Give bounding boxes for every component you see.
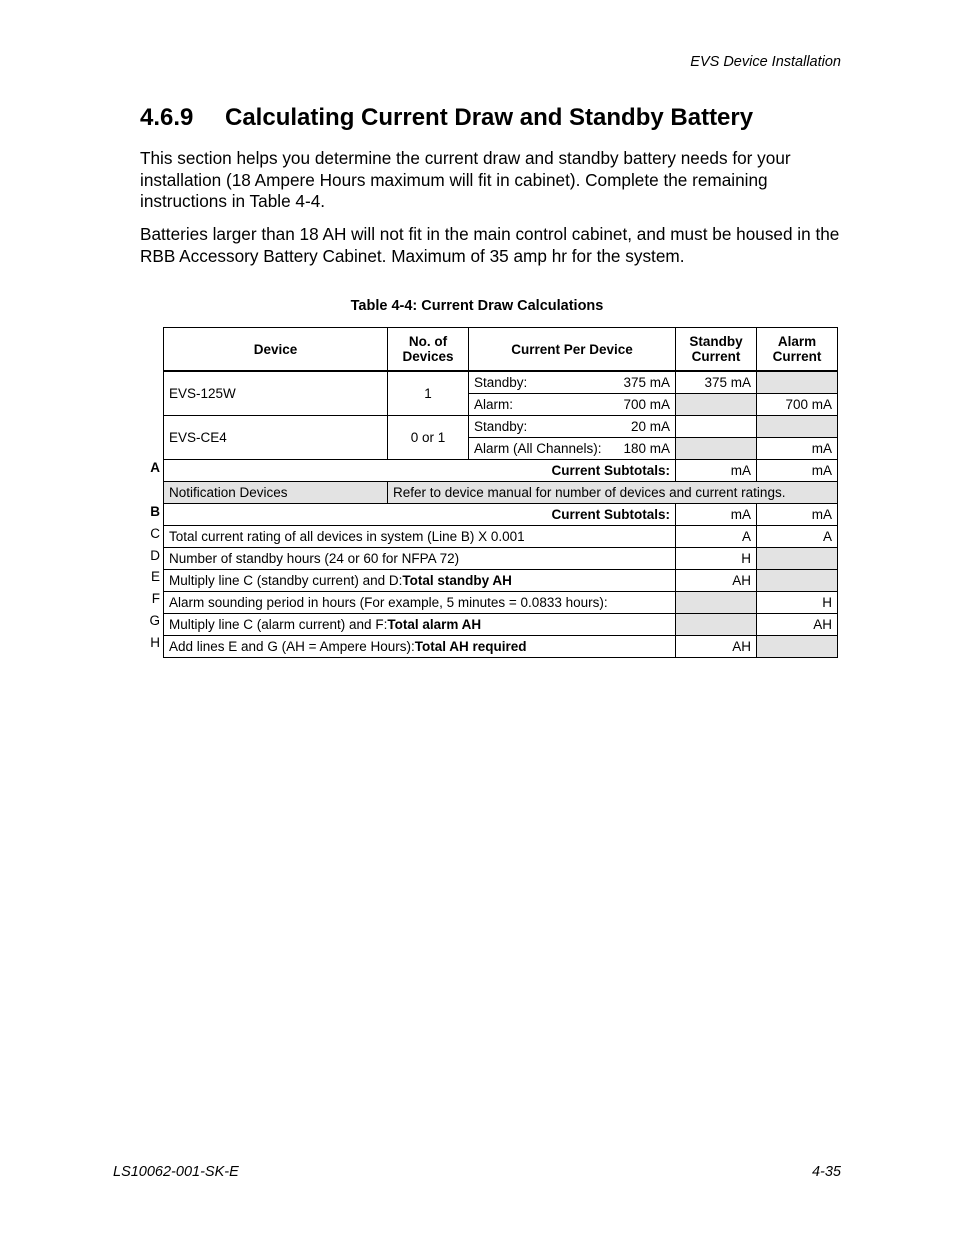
alarm-label: Alarm: <box>474 397 514 412</box>
row-label-a: A <box>150 460 160 475</box>
row-label-g: G <box>149 613 160 628</box>
calc-row-h <box>164 636 838 658</box>
calc-description: Alarm sounding period in hours (For example, 5 minutes = 0.0833 hours): <box>164 592 676 614</box>
header-current-per-device: Current Per Device <box>469 328 676 372</box>
row-label-d: D <box>150 548 160 563</box>
alarm-value: 180 mA <box>623 441 670 456</box>
subtotal-alarm[interactable]: mA <box>757 504 838 526</box>
section-title: Calculating Current Draw and Standby Battery <box>225 104 754 131</box>
section-number: 4.6.9 <box>140 104 194 131</box>
row-label-e: E <box>150 569 160 584</box>
calc-alarm-shaded <box>757 636 838 658</box>
subtotal-standby[interactable]: mA <box>676 460 757 482</box>
notification-row <box>164 482 838 504</box>
alarm-value: 700 mA <box>623 397 670 412</box>
calc-standby[interactable]: H <box>676 548 757 570</box>
row-label-h: H <box>150 635 160 650</box>
notification-device: Notification Devices <box>164 482 388 504</box>
table-header-row <box>164 328 838 372</box>
standby-current-cell-shaded <box>676 438 757 460</box>
calc-result-label: Total standby AH <box>402 573 512 588</box>
calc-text: Multiply line C (alarm current) and F: <box>169 617 388 632</box>
subtotal-row-a <box>164 460 838 482</box>
calc-row-g <box>164 614 838 636</box>
battery-paragraph: Batteries larger than 18 AH will not fit in the main control cabinet, and must be housed in the RBB Accessory Battery Cabinet. Maximum of 35 amp hr for the system. <box>140 224 840 266</box>
device-name: EVS-125W <box>164 371 388 416</box>
alarm-current-cell-shaded <box>757 371 838 394</box>
section-heading <box>140 104 753 132</box>
subtotal-label: Current Subtotals: <box>164 460 676 482</box>
footer-page-number: 4-35 <box>811 1164 841 1180</box>
calc-alarm-shaded <box>757 570 838 592</box>
calc-description <box>164 636 676 658</box>
row-labels <box>140 0 162 1235</box>
table-row <box>164 416 838 438</box>
calc-standby-shaded <box>676 614 757 636</box>
standby-current-cell[interactable]: 375 mA <box>676 371 757 394</box>
calc-row-c <box>164 526 838 548</box>
calc-text: Add lines E and G (AH = Ampere Hours): <box>169 639 415 654</box>
current-draw-table <box>163 327 838 658</box>
standby-current-cell-shaded <box>676 394 757 416</box>
header-alarm-current: Alarm Current <box>757 328 838 372</box>
calc-standby[interactable]: AH <box>676 636 757 658</box>
header-num-devices: No. of Devices <box>388 328 469 372</box>
calc-row-e <box>164 570 838 592</box>
intro-paragraph: This section helps you determine the current draw and standby battery needs for your installation (18 Ampere Hours maximum will fit in cabinet). Complete the remaining instructions in Table 4-4. <box>140 148 791 212</box>
calc-alarm-shaded <box>757 548 838 570</box>
subtotal-standby[interactable]: mA <box>676 504 757 526</box>
row-label-b: B <box>150 504 160 519</box>
standby-label: Standby: <box>474 375 528 390</box>
subtotal-row-b <box>164 504 838 526</box>
calc-alarm[interactable]: H <box>757 592 838 614</box>
device-name: EVS-CE4 <box>164 416 388 460</box>
calc-description: Total current rating of all devices in system (Line B) X 0.001 <box>164 526 676 548</box>
calc-result-label: Total alarm AH <box>387 617 482 632</box>
current-per-device-standby <box>469 371 676 394</box>
row-label-c: C <box>150 526 160 541</box>
calc-description <box>164 570 676 592</box>
calc-alarm[interactable]: AH <box>757 614 838 636</box>
running-header: EVS Device Installation <box>690 54 841 70</box>
standby-label: Standby: <box>474 419 528 434</box>
standby-value: 20 mA <box>630 419 670 434</box>
calc-standby[interactable]: AH <box>676 570 757 592</box>
calc-text: Multiply line C (standby current) and D: <box>169 573 403 588</box>
calc-row-d <box>164 548 838 570</box>
subtotal-alarm[interactable]: mA <box>757 460 838 482</box>
calc-row-f <box>164 592 838 614</box>
alarm-current-cell[interactable]: 700 mA <box>757 394 838 416</box>
row-label-f: F <box>151 591 160 606</box>
calc-result-label: Total AH required <box>414 639 527 654</box>
standby-current-cell[interactable] <box>676 416 757 438</box>
standby-value: 375 mA <box>623 375 670 390</box>
alarm-current-cell-shaded <box>757 416 838 438</box>
header-device: Device <box>164 328 388 372</box>
subtotal-label: Current Subtotals: <box>164 504 676 526</box>
table-caption: Table 4-4: Current Draw Calculations <box>350 298 604 314</box>
current-per-device-standby <box>469 416 676 438</box>
header-standby-current: Standby Current <box>676 328 757 372</box>
current-per-device-alarm <box>469 394 676 416</box>
calc-description <box>164 614 676 636</box>
table-row <box>164 371 838 394</box>
calc-description: Number of standby hours (24 or 60 for NFPA 72) <box>164 548 676 570</box>
alarm-label: Alarm (All Channels): <box>474 441 602 456</box>
device-count: 1 <box>388 371 469 416</box>
calc-alarm[interactable]: A <box>757 526 838 548</box>
alarm-current-cell[interactable]: mA <box>757 438 838 460</box>
calc-standby-shaded <box>676 592 757 614</box>
current-per-device-alarm <box>469 438 676 460</box>
footer-doc-number: LS10062-001-SK-E <box>113 1164 239 1180</box>
calc-standby[interactable]: A <box>676 526 757 548</box>
device-count: 0 or 1 <box>388 416 469 460</box>
notification-note: Refer to device manual for number of devices and current ratings. <box>388 482 838 504</box>
